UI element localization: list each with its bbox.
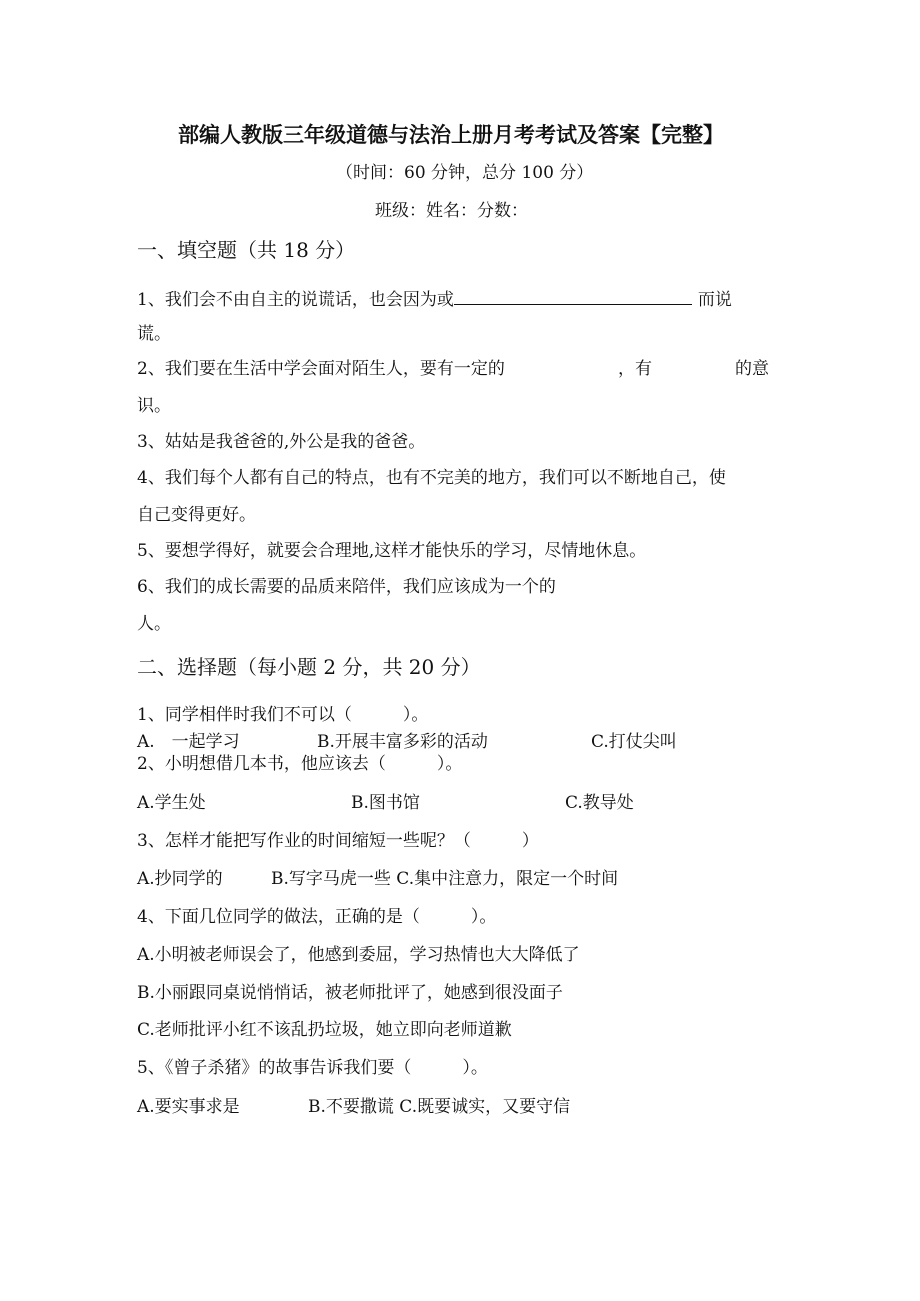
choice-q5-options-bc: B.不要撒谎 C.既要诚实，又要守信 [308,1097,571,1117]
choice-q4-stem: 4、下面几位同学的做法，正确的是（ ）。 [137,907,497,927]
fill-q1-text-before: 1、我们会不由自主的说谎话，也会因为或 [137,290,454,310]
choice-q1-option-b: B.开展丰富多彩的活动 [317,732,488,752]
choice-q2-option-c: C.教导处 [565,793,634,813]
choice-q5-option-a: A.要实事求是 [137,1097,240,1117]
fill-q4-line2: 自己变得更好。 [137,505,256,525]
choice-q1-stem: 1、同学相伴时我们不可以（ ）。 [137,705,429,725]
fill-q2-continuation: 识。 [137,396,171,416]
section2-heading: 二、选择题（每小题 2 分，共 20 分） [137,655,481,679]
choice-q2-option-a: A.学生处 [137,793,206,813]
fill-question-1 [137,286,732,311]
fill-q6-line1: 6、我们的成长需要的品质来陪伴，我们应该成为一个的 [137,577,556,597]
fill-q1-text-after: 而说 [697,290,732,310]
fill-q2-part-c: 的意 [735,359,769,379]
choice-q2-stem: 2、小明想借几本书，他应该去（ ）。 [137,754,463,774]
choice-q2-option-b: B.图书馆 [351,793,420,813]
choice-q3-stem: 3、怎样才能把写作业的时间缩短一些呢？（ ） [137,831,539,851]
choice-q1-option-a: A. 一起学习 [137,732,240,752]
fill-question-3: 3、姑姑是我爸爸的,外公是我的爸爸。 [137,432,426,452]
fill-q2-part-b: ，有 [618,359,652,379]
time-info: （时间：60 分钟，总分 100 分） [336,163,594,183]
student-info: 班级：姓名：分数： [375,201,528,221]
choice-q4-option-a: A.小明被老师误会了，他感到委屈，学习热情也大大降低了 [137,945,580,965]
fill-q4-line1: 4、我们每个人都有自己的特点，也有不完美的地方，我们可以不断地自己，使 [137,468,726,488]
fill-question-5: 5、要想学得好，就要会合理地,这样才能快乐的学习，尽情地休息。 [137,541,647,561]
choice-q1-option-c: C.打仗尖叫 [591,732,677,752]
fill-q1-continuation: 谎。 [137,324,171,344]
section1-heading: 一、填空题（共 18 分） [137,238,356,262]
fill-q1-blank [454,286,692,305]
choice-q3-options-bc: B.写字马虎一些 C.集中注意力，限定一个时间 [271,869,619,889]
choice-q4-option-c: C.老师批评小红不该乱扔垃圾，她立即向老师道歉 [137,1020,512,1040]
choice-q3-option-a: A.抄同学的 [137,869,223,889]
fill-q2-part-a: 2、我们要在生活中学会面对陌生人，要有一定的 [137,359,505,379]
choice-q4-option-b: B.小丽跟同桌说悄悄话，被老师批评了，她感到很没面子 [137,983,563,1003]
choice-q5-stem: 5、《曾子杀猪》的故事告诉我们要（ ）。 [137,1058,488,1078]
document-title: 部编人教版三年级道德与法治上册月考考试及答案【完整】 [178,122,724,147]
fill-q6-line2: 人。 [137,614,171,634]
